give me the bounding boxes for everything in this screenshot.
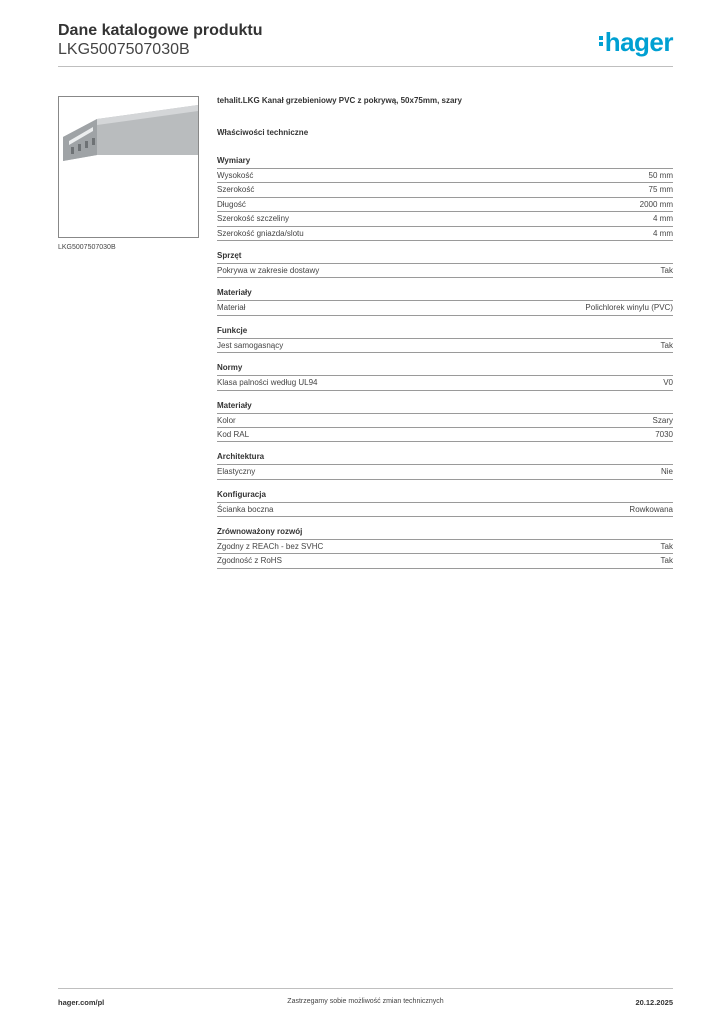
property-group-title: Architektura	[217, 452, 673, 465]
property-label: Kolor	[217, 415, 236, 425]
property-groups	[217, 156, 673, 569]
property-group-title: Materiały	[217, 288, 673, 301]
property-group-title: Wymiary	[217, 156, 673, 169]
property-label: Ścianka boczna	[217, 504, 274, 514]
property-row	[217, 339, 673, 353]
product-image	[58, 96, 199, 238]
property-group	[217, 452, 673, 479]
property-row	[217, 227, 673, 241]
property-group-title: Funkcje	[217, 326, 673, 339]
property-row	[217, 414, 673, 428]
property-value: 2000 mm	[639, 199, 673, 209]
property-row	[217, 540, 673, 554]
image-caption: LKG5007507030B	[58, 244, 116, 251]
property-value: 50 mm	[648, 171, 673, 180]
property-value: 7030	[655, 429, 673, 439]
property-row	[217, 198, 673, 212]
property-group	[217, 288, 673, 315]
property-row	[217, 264, 673, 278]
property-label: Elastyczny	[217, 467, 256, 477]
property-group	[217, 156, 673, 241]
property-group	[217, 527, 673, 569]
footer-website-link[interactable]: hager.com/pl	[58, 998, 105, 1007]
property-row	[217, 183, 673, 197]
property-row	[217, 554, 673, 568]
property-row	[217, 212, 673, 226]
footer-divider	[58, 988, 673, 989]
cable-duct-image	[59, 97, 199, 238]
technical-properties-title: Właściwości techniczne	[217, 128, 309, 137]
property-row	[217, 376, 673, 390]
product-details	[217, 96, 673, 579]
property-group	[217, 490, 673, 517]
property-group-title: Materiały	[217, 401, 673, 414]
property-label: Kod RAL	[217, 429, 250, 439]
property-row	[217, 503, 673, 517]
property-value: Rowkowana	[629, 504, 673, 514]
property-label: Szerokość szczeliny	[217, 214, 290, 224]
property-value: Tak	[660, 556, 673, 566]
product-description: tehalit.LKG Kanał grzebieniowy PVC z pokrywą, 50x75mm, szary	[217, 96, 462, 105]
logo-text: hager	[604, 27, 673, 57]
header-divider	[58, 66, 673, 67]
property-value: Tak	[660, 340, 673, 350]
property-value: 75 mm	[648, 185, 673, 195]
property-label: Szerokość	[217, 185, 255, 195]
property-group-title: Normy	[217, 363, 673, 376]
logo-dots-icon	[599, 34, 603, 48]
property-label: Pokrywa w zakresie dostawy	[217, 265, 320, 275]
hager-logo	[599, 27, 673, 58]
property-group	[217, 251, 673, 278]
property-group	[217, 326, 673, 353]
footer-note: Zastrzegamy sobie możliwość zmian technicznych	[287, 998, 444, 1005]
property-row	[217, 465, 673, 479]
property-group-title: Konfiguracja	[217, 490, 673, 503]
property-label: Materiał	[217, 303, 246, 313]
property-value: Tak	[660, 542, 673, 552]
product-code: LKG5007507030B	[58, 41, 190, 58]
property-label: Długość	[217, 199, 246, 209]
property-value: Polichlorek winylu (PVC)	[585, 303, 673, 313]
property-group	[217, 363, 673, 390]
property-label: Jest samogasnący	[217, 340, 284, 350]
property-value: V0	[663, 378, 673, 388]
footer-date: 20.12.2025	[635, 998, 673, 1007]
property-group-title: Sprzęt	[217, 251, 673, 264]
property-label: Klasa palności według UL94	[217, 378, 318, 388]
property-label: Szerokość gniazda/slotu	[217, 228, 304, 238]
property-value: 4 mm	[653, 228, 673, 238]
property-label: Zgodność z RoHS	[217, 556, 282, 566]
property-row	[217, 428, 673, 442]
property-row	[217, 169, 673, 183]
property-label: Wysokość	[217, 171, 254, 180]
document-title: Dane katalogowe produktu	[58, 22, 263, 39]
property-label: Zgodny z REACh - bez SVHC	[217, 542, 324, 552]
page-header	[58, 22, 673, 59]
property-value: 4 mm	[653, 214, 673, 224]
property-value: Tak	[660, 265, 673, 275]
property-group-title: Zrównoważony rozwój	[217, 527, 673, 540]
property-value: Szary	[652, 415, 673, 425]
property-value: Nie	[660, 467, 673, 477]
property-group	[217, 401, 673, 443]
property-row	[217, 301, 673, 315]
